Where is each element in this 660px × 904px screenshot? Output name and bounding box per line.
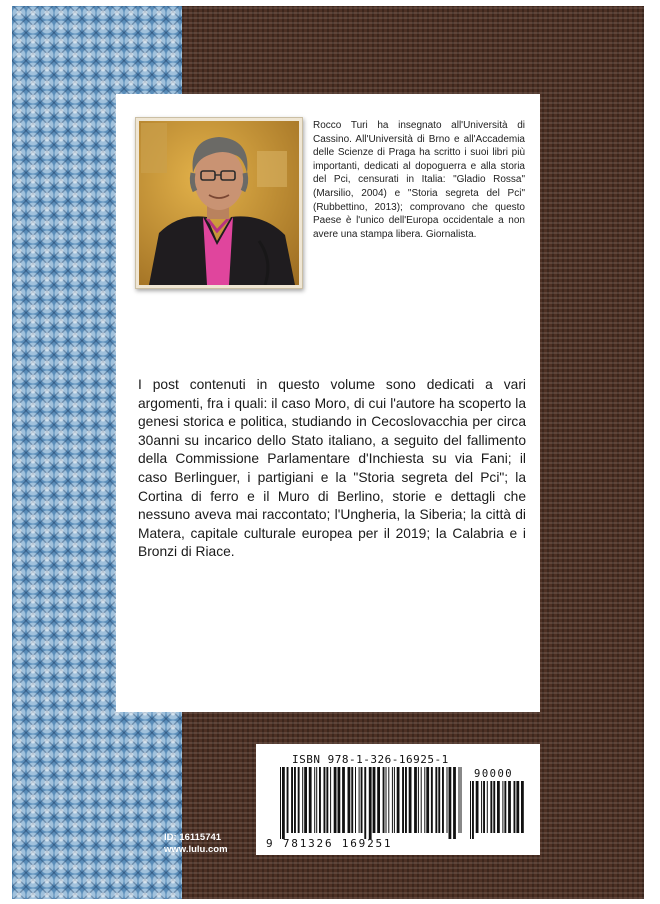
barcode-bar bbox=[502, 781, 503, 833]
ean-digits: 9 781326 169251 bbox=[266, 837, 393, 850]
barcode-bar bbox=[442, 767, 444, 833]
publisher-website: www.lulu.com bbox=[164, 844, 228, 855]
barcode-bar bbox=[302, 767, 303, 833]
barcode-bar bbox=[514, 781, 516, 833]
barcode-bar bbox=[361, 767, 363, 833]
barcode-bar bbox=[369, 767, 372, 839]
barcode-bar bbox=[421, 767, 422, 833]
barcode-bar bbox=[508, 781, 511, 833]
barcode-bar bbox=[490, 781, 492, 833]
isbn-label: ISBN 978-1-326-16925-1 bbox=[292, 753, 449, 766]
barcode-bar bbox=[334, 767, 337, 833]
publisher-id: ID: 16115741 bbox=[164, 832, 222, 843]
barcode-bar bbox=[373, 767, 376, 833]
ean-bars bbox=[280, 767, 464, 839]
content-panel bbox=[116, 94, 540, 712]
barcode-bar bbox=[309, 767, 312, 833]
barcode-bar bbox=[355, 767, 356, 833]
barcode-bar bbox=[409, 767, 412, 833]
barcode-bar bbox=[351, 767, 353, 833]
barcode-bar bbox=[405, 767, 407, 833]
barcode-bar bbox=[394, 767, 395, 833]
barcode-bar bbox=[388, 767, 389, 833]
barcode-bar bbox=[359, 767, 360, 833]
barcode-bar bbox=[282, 767, 285, 839]
barcode-bar bbox=[461, 767, 462, 833]
barcode-bar bbox=[504, 781, 506, 833]
publisher-info bbox=[164, 832, 248, 856]
barcode-bar bbox=[291, 767, 293, 833]
barcode-bar bbox=[426, 767, 429, 833]
barcode-bar bbox=[298, 767, 300, 833]
barcode-bar bbox=[459, 767, 460, 833]
barcode-bar bbox=[386, 767, 387, 833]
barcode-bar bbox=[316, 767, 317, 833]
barcode-bar bbox=[449, 767, 452, 839]
barcode-bar bbox=[418, 767, 419, 833]
author-portrait-photo bbox=[139, 121, 299, 285]
barcode-bar bbox=[424, 767, 425, 833]
barcode-bar bbox=[287, 767, 289, 833]
barcode-bar bbox=[326, 767, 328, 833]
barcode-bar bbox=[483, 781, 485, 833]
barcode-bar bbox=[447, 767, 448, 833]
isbn-barcode bbox=[256, 744, 540, 855]
barcode-bar bbox=[364, 767, 366, 839]
barcode-bar bbox=[470, 781, 471, 839]
barcode-bar bbox=[377, 767, 380, 833]
barcode-bar bbox=[438, 767, 440, 833]
barcode-bar bbox=[516, 781, 519, 833]
barcode-bar bbox=[402, 767, 404, 833]
book-summary: I post contenuti in questo volume sono dedicati a vari argomenti, fra i quali: il caso Moro, di cui l'autore ha scoperto la genesi storica e politica, studiando in Cecoslovacchia per circa 30anni su incarico dello Stato italiano, a seguito del fallimento della Commissione Parlamentare d'Inchiesta su via Fani; il caso Berlinguer, i partigiani e la "Storia segreta del Pci"; la Cortina di ferro e il Muro di Berlino, storie e dettagli che nessuno aveva mai raccontato; l'Ungheria, la Siberia; la città di Matera, capitale culturale europea per il 2019; la Calabria e i Bronzi di Riace. bbox=[138, 377, 526, 560]
barcode-bar bbox=[397, 767, 400, 833]
price-code: 90000 bbox=[474, 768, 514, 780]
barcode-bar bbox=[481, 781, 482, 833]
barcode-bar bbox=[497, 781, 500, 833]
barcode-bar bbox=[472, 781, 474, 839]
barcode-bar bbox=[338, 767, 341, 833]
barcode-bar bbox=[294, 767, 296, 833]
barcode-bar bbox=[314, 767, 315, 833]
barcode-bar bbox=[324, 767, 326, 833]
barcode-bar bbox=[487, 781, 488, 833]
barcode-bar bbox=[304, 767, 307, 833]
author-bio: Rocco Turi ha insegnato all'Università di Cassino. All'Università di Brno e all'Accademia delle Scienze di Praga ha scritto i suoi libri più importanti, dedicati al dopoguerra e alla storia del Pci, censurati in Italia: "Gladio Rossa" (Marsilio, 2004) e "Storia segreta del Pci" (Rubbettino, 2013); comprovano che questo Paese è l'unico dell'Europa occidentale a non avere una stampa libera. Giornalista. bbox=[313, 120, 525, 240]
barcode-bar bbox=[431, 767, 433, 833]
barcode-bar bbox=[453, 767, 456, 839]
barcode-bar bbox=[435, 767, 437, 833]
back-cover bbox=[12, 6, 644, 899]
barcode-bar bbox=[521, 781, 524, 833]
barcode-bar bbox=[342, 767, 345, 833]
barcode-bar bbox=[476, 781, 479, 833]
barcode-bar bbox=[493, 781, 495, 833]
barcode-bar bbox=[319, 767, 321, 833]
addon-bars bbox=[470, 781, 526, 839]
barcode-bar bbox=[383, 767, 385, 833]
author-photo-frame bbox=[135, 117, 303, 289]
barcode-bar bbox=[348, 767, 351, 833]
barcode-bar bbox=[392, 767, 393, 833]
barcode-bar bbox=[280, 767, 281, 839]
barcode-bar bbox=[414, 767, 417, 833]
barcode-bar bbox=[330, 767, 331, 833]
